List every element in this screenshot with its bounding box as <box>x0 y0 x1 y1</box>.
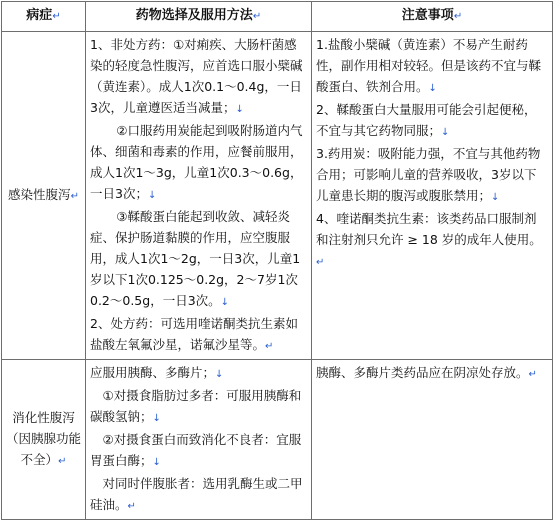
header-notes: 注意事项↵ <box>312 2 553 32</box>
method-paragraph: 1、非处方药：①对痢疾、大肠杆菌感染的轻度急性腹泻，应首选口服小檗碱（黄连素）。成人1次0.1～0.4g，一日3次，儿童遵医适当减量；↓ <box>90 37 303 115</box>
method-paragraph: 2、处方药：可选用喹诺酮类抗生素如盐酸左氧氟沙星，诺氟沙星等。↵ <box>90 316 298 352</box>
notes-paragraph: 4、喹诺酮类抗生素：该类药品口服制剂和注射剂只允许 ≥ 18 岁的成年人使用。↵ <box>316 211 542 268</box>
table-header-row <box>2 2 553 32</box>
method-cell <box>86 360 312 520</box>
notes-cell <box>312 32 553 360</box>
method-paragraph: ②口服药用炭能起到吸附肠道内气体、细菌和毒素的作用，应餐前服用，成人1次1～3g，儿童1次0.3～0.6g，一日3次；↓ <box>90 123 303 201</box>
notes-paragraph: 2、鞣酸蛋白大量服用可能会引起便秘，不宜与其它药物同服；↓ <box>316 102 537 138</box>
notes-cell <box>312 360 553 520</box>
table-row <box>2 32 553 360</box>
method-paragraph: 应服用胰酶、多酶片；↓ <box>90 365 224 380</box>
header-method: 药物选择及服用方法↵ <box>86 2 312 32</box>
method-paragraph: 对同时伴腹胀者：选用乳酶生或二甲硅油。↵ <box>90 476 303 512</box>
method-cell <box>86 32 312 360</box>
method-paragraph: ②对摄食蛋白而致消化不良者：宜服胃蛋白酶；↓ <box>90 432 302 468</box>
method-paragraph: ③鞣酸蛋白能起到收敛、减轻炎症、保护肠道黏膜的作用，应空腹服用，成人1次1～2g，一日3次，儿童1岁以下1次0.125～0.2g，2～7岁1次0.2～0.5g，一日3次。↓ <box>90 209 301 308</box>
condition-cell: 感染性腹泻↵ <box>2 32 86 360</box>
method-paragraph: ①对摄食脂肪过多者：可服用胰酶和碳酸氢钠；↓ <box>90 388 302 424</box>
condition-cell: 消化性腹泻（因胰腺功能不全）↵ <box>2 360 86 520</box>
notes-paragraph: 1.盐酸小檗碱（黄连素）不易产生耐药性，副作用相对较轻。但是该药不宜与鞣酸蛋白、铁剂合用。↓ <box>316 37 542 94</box>
table-row <box>2 360 553 520</box>
header-condition: 病症↵ <box>2 2 86 32</box>
notes-paragraph: 胰酶、多酶片类药品应在阴凉处存放。↵ <box>316 365 537 380</box>
medication-table <box>1 1 553 520</box>
notes-paragraph: 3.药用炭：吸附能力强，不宜与其他药物合用；可影响儿童的营养吸收，3岁以下儿童患长期的腹泻或腹胀禁用；↓ <box>316 146 541 203</box>
